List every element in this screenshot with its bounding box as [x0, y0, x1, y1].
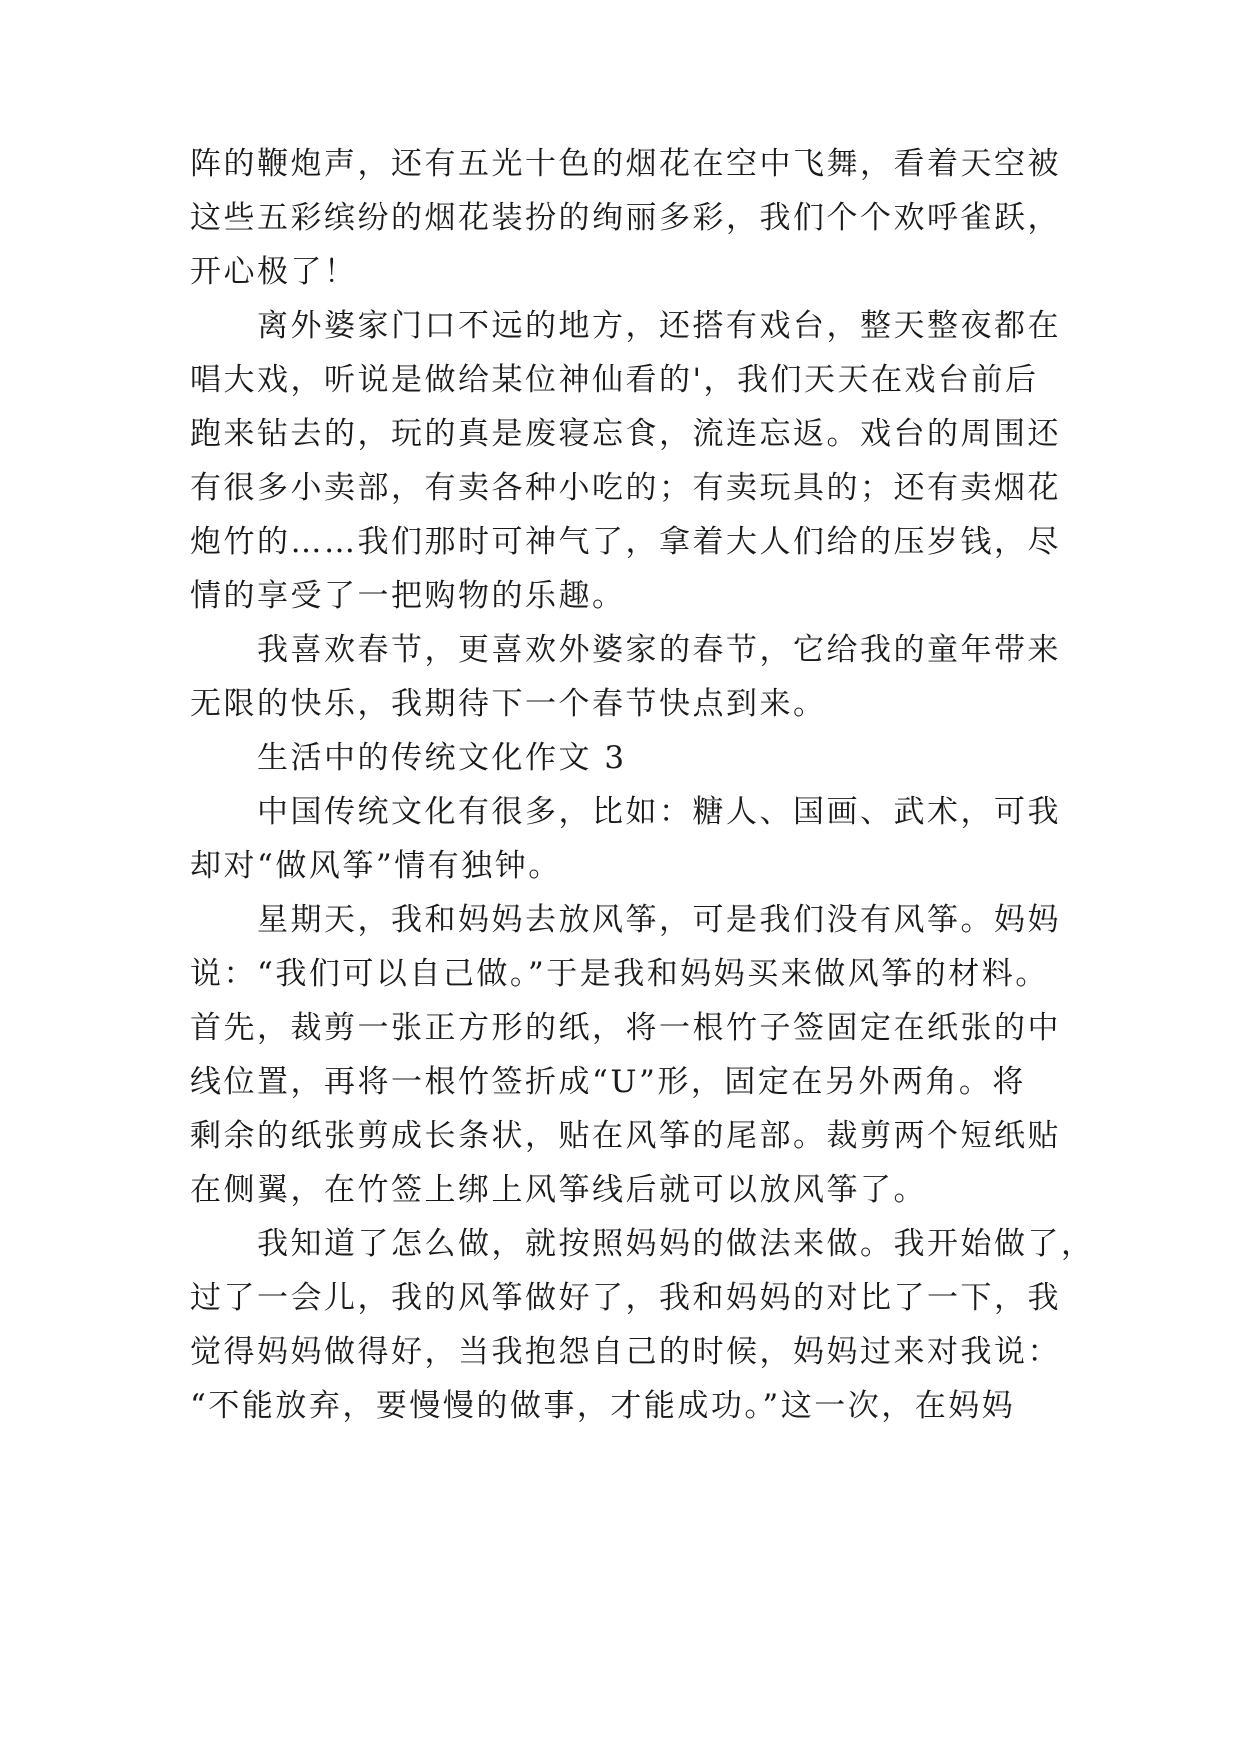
text-line: 情的享受了一把购物的乐趣。 [190, 578, 626, 614]
text-line: 跑来钻去的，玩的真是废寝忘食，流连忘返。戏台的周围还 [190, 416, 1061, 452]
text-line: 中国传统文化有很多，比如：糖人、国画、武术，可我 [257, 794, 1061, 830]
text-line: 线位置，再将一根竹签折成“U”形，固定在另外两角。将 [190, 1064, 1026, 1100]
text-line: 觉得妈妈做得好，当我抱怨自己的时候，妈妈过来对我说： [190, 1334, 1061, 1370]
text-line: 星期天，我和妈妈去放风筝，可是我们没有风筝。妈妈 [257, 902, 1061, 938]
text-line: 过了一会儿，我的风筝做好了，我和妈妈的对比了一下，我 [190, 1280, 1061, 1316]
text-line: 剩余的纸张剪成长条状，贴在风筝的尾部。裁剪两个短纸贴 [190, 1118, 1061, 1154]
text-line: 我知道了怎么做，就按照妈妈的做法来做。我开始做了， [257, 1226, 1095, 1262]
text-line: “不能放弃，要慢慢的做事，才能成功。”这一次，在妈妈 [190, 1388, 1016, 1424]
text-line: 唱大戏，听说是做给某位神仙看的'，我们天天在戏台前后 [190, 362, 1039, 398]
section-heading: 生活中的传统文化作文 3 [257, 740, 627, 776]
text-line: 有很多小卖部，有卖各种小吃的；有卖玩具的；还有卖烟花 [190, 470, 1061, 506]
text-line: 我喜欢春节，更喜欢外婆家的春节，它给我的童年带来 [257, 632, 1061, 668]
text-line: 离外婆家门口不远的地方，还搭有戏台，整天整夜都在 [257, 308, 1061, 344]
text-line: 这些五彩缤纷的烟花装扮的绚丽多彩，我们个个欢呼雀跃， [190, 200, 1061, 236]
text-line: 开心极了！ [190, 254, 358, 290]
text-line: 炮竹的……我们那时可神气了，拿着大人们给的压岁钱，尽 [190, 524, 1061, 560]
text-line: 首先，裁剪一张正方形的纸，将一根竹子签固定在纸张的中 [190, 1010, 1061, 1046]
text-line: 阵的鞭炮声，还有五光十色的烟花在空中飞舞，看着天空被 [190, 146, 1061, 182]
text-line: 却对“做风筝”情有独钟。 [190, 848, 562, 884]
text-line: 说：“我们可以自己做。”于是我和妈妈买来做风筝的材料。 [190, 956, 1049, 992]
text-line: 无限的快乐，我期待下一个春节快点到来。 [190, 686, 827, 722]
text-line: 在侧翼，在竹签上绑上风筝线后就可以放风筝了。 [190, 1172, 927, 1208]
